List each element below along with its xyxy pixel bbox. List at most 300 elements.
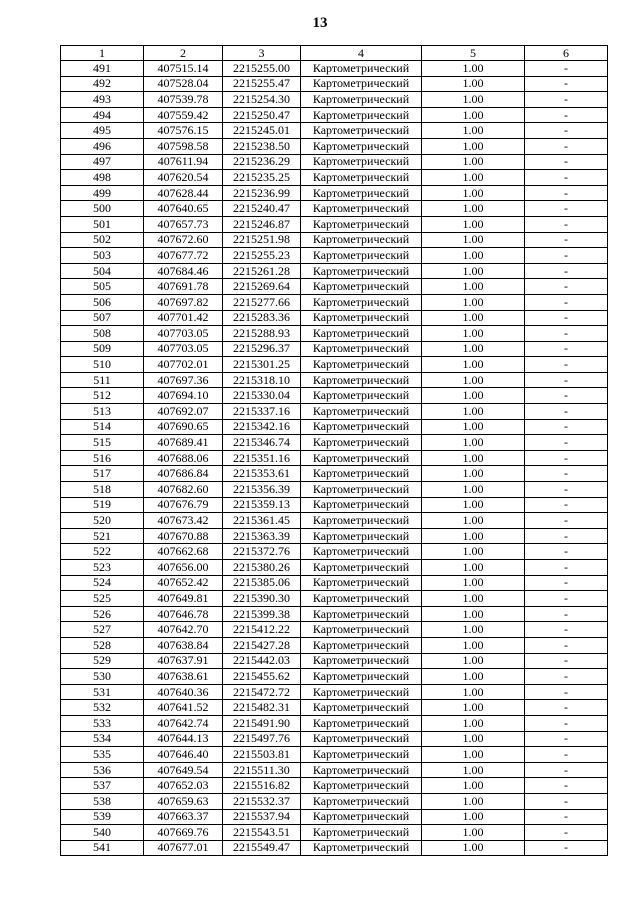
cell-note: - <box>525 544 608 560</box>
cell-note: - <box>525 107 608 123</box>
cell-accuracy: 1.00 <box>422 528 525 544</box>
table-row <box>61 326 608 342</box>
table-body <box>61 61 608 856</box>
cell-method: Картометрический <box>301 544 422 560</box>
cell-x-coordinate: 407515.14 <box>144 61 223 77</box>
cell-note: - <box>525 419 608 435</box>
cell-y-coordinate: 2215363.39 <box>223 528 301 544</box>
table-header-row <box>61 46 608 61</box>
table-row <box>61 138 608 154</box>
cell-note: - <box>525 61 608 77</box>
cell-accuracy: 1.00 <box>422 482 525 498</box>
table-row <box>61 466 608 482</box>
table-row <box>61 747 608 763</box>
cell-point-number: 528 <box>61 637 144 653</box>
cell-note: - <box>525 435 608 451</box>
table-row <box>61 793 608 809</box>
column-header-2: 2 <box>144 46 223 61</box>
table-row <box>61 341 608 357</box>
cell-y-coordinate: 2215472.72 <box>223 684 301 700</box>
cell-point-number: 534 <box>61 731 144 747</box>
cell-y-coordinate: 2215261.28 <box>223 263 301 279</box>
cell-y-coordinate: 2215337.16 <box>223 404 301 420</box>
cell-x-coordinate: 407649.54 <box>144 762 223 778</box>
cell-accuracy: 1.00 <box>422 92 525 108</box>
cell-point-number: 532 <box>61 700 144 716</box>
column-header-5: 5 <box>422 46 525 61</box>
cell-y-coordinate: 2215543.51 <box>223 825 301 841</box>
cell-x-coordinate: 407559.42 <box>144 107 223 123</box>
cell-note: - <box>525 513 608 529</box>
column-header-1: 1 <box>61 46 144 61</box>
cell-method: Картометрический <box>301 419 422 435</box>
table-row <box>61 388 608 404</box>
cell-method: Картометрический <box>301 92 422 108</box>
cell-y-coordinate: 2215255.00 <box>223 61 301 77</box>
cell-method: Картометрический <box>301 591 422 607</box>
column-header-3: 3 <box>223 46 301 61</box>
cell-y-coordinate: 2215532.37 <box>223 793 301 809</box>
cell-method: Картометрический <box>301 809 422 825</box>
cell-y-coordinate: 2215380.26 <box>223 560 301 576</box>
cell-accuracy: 1.00 <box>422 793 525 809</box>
cell-y-coordinate: 2215238.50 <box>223 138 301 154</box>
cell-point-number: 515 <box>61 435 144 451</box>
cell-point-number: 533 <box>61 715 144 731</box>
cell-y-coordinate: 2215399.38 <box>223 606 301 622</box>
cell-note: - <box>525 326 608 342</box>
cell-accuracy: 1.00 <box>422 310 525 326</box>
cell-accuracy: 1.00 <box>422 107 525 123</box>
cell-accuracy: 1.00 <box>422 185 525 201</box>
cell-method: Картометрический <box>301 482 422 498</box>
cell-point-number: 536 <box>61 762 144 778</box>
cell-x-coordinate: 407644.13 <box>144 731 223 747</box>
cell-note: - <box>525 232 608 248</box>
cell-note: - <box>525 747 608 763</box>
cell-note: - <box>525 809 608 825</box>
table-row <box>61 669 608 685</box>
cell-point-number: 495 <box>61 123 144 139</box>
table-row <box>61 201 608 217</box>
cell-y-coordinate: 2215255.47 <box>223 76 301 92</box>
table-row <box>61 653 608 669</box>
cell-point-number: 507 <box>61 310 144 326</box>
cell-y-coordinate: 2215301.25 <box>223 357 301 373</box>
cell-note: - <box>525 76 608 92</box>
cell-point-number: 504 <box>61 263 144 279</box>
cell-point-number: 493 <box>61 92 144 108</box>
cell-x-coordinate: 407677.01 <box>144 840 223 856</box>
cell-y-coordinate: 2215269.64 <box>223 279 301 295</box>
table-row <box>61 809 608 825</box>
cell-point-number: 509 <box>61 341 144 357</box>
cell-note: - <box>525 497 608 513</box>
cell-y-coordinate: 2215318.10 <box>223 372 301 388</box>
cell-x-coordinate: 407703.05 <box>144 341 223 357</box>
cell-y-coordinate: 2215245.01 <box>223 123 301 139</box>
cell-accuracy: 1.00 <box>422 61 525 77</box>
cell-note: - <box>525 341 608 357</box>
cell-note: - <box>525 778 608 794</box>
cell-method: Картометрический <box>301 294 422 310</box>
cell-accuracy: 1.00 <box>422 591 525 607</box>
cell-y-coordinate: 2215442.03 <box>223 653 301 669</box>
table-row <box>61 762 608 778</box>
cell-y-coordinate: 2215455.62 <box>223 669 301 685</box>
cell-accuracy: 1.00 <box>422 497 525 513</box>
table-row <box>61 263 608 279</box>
cell-accuracy: 1.00 <box>422 357 525 373</box>
cell-point-number: 514 <box>61 419 144 435</box>
cell-accuracy: 1.00 <box>422 450 525 466</box>
cell-method: Картометрический <box>301 123 422 139</box>
cell-method: Картометрический <box>301 762 422 778</box>
cell-x-coordinate: 407646.40 <box>144 747 223 763</box>
cell-accuracy: 1.00 <box>422 809 525 825</box>
cell-method: Картометрический <box>301 513 422 529</box>
cell-accuracy: 1.00 <box>422 294 525 310</box>
table-row <box>61 731 608 747</box>
cell-accuracy: 1.00 <box>422 684 525 700</box>
cell-note: - <box>525 404 608 420</box>
cell-accuracy: 1.00 <box>422 762 525 778</box>
cell-accuracy: 1.00 <box>422 232 525 248</box>
cell-accuracy: 1.00 <box>422 341 525 357</box>
cell-note: - <box>525 450 608 466</box>
cell-y-coordinate: 2215390.30 <box>223 591 301 607</box>
cell-point-number: 499 <box>61 185 144 201</box>
table-row <box>61 357 608 373</box>
cell-method: Картометрический <box>301 248 422 264</box>
cell-point-number: 503 <box>61 248 144 264</box>
cell-point-number: 513 <box>61 404 144 420</box>
cell-x-coordinate: 407640.65 <box>144 201 223 217</box>
cell-method: Картометрический <box>301 669 422 685</box>
cell-point-number: 535 <box>61 747 144 763</box>
cell-point-number: 517 <box>61 466 144 482</box>
cell-method: Картометрический <box>301 450 422 466</box>
cell-method: Картометрический <box>301 107 422 123</box>
cell-point-number: 539 <box>61 809 144 825</box>
table-row <box>61 700 608 716</box>
cell-method: Картометрический <box>301 279 422 295</box>
table-row <box>61 715 608 731</box>
cell-point-number: 522 <box>61 544 144 560</box>
table-row <box>61 76 608 92</box>
cell-y-coordinate: 2215427.28 <box>223 637 301 653</box>
cell-accuracy: 1.00 <box>422 404 525 420</box>
cell-y-coordinate: 2215482.31 <box>223 700 301 716</box>
cell-y-coordinate: 2215246.87 <box>223 216 301 232</box>
cell-x-coordinate: 407669.76 <box>144 825 223 841</box>
cell-x-coordinate: 407576.15 <box>144 123 223 139</box>
cell-x-coordinate: 407659.63 <box>144 793 223 809</box>
cell-method: Картометрический <box>301 341 422 357</box>
cell-accuracy: 1.00 <box>422 388 525 404</box>
table-row <box>61 170 608 186</box>
cell-note: - <box>525 793 608 809</box>
cell-x-coordinate: 407638.61 <box>144 669 223 685</box>
cell-x-coordinate: 407686.84 <box>144 466 223 482</box>
cell-point-number: 520 <box>61 513 144 529</box>
cell-method: Картометрический <box>301 310 422 326</box>
cell-method: Картометрический <box>301 684 422 700</box>
table-row <box>61 528 608 544</box>
cell-x-coordinate: 407638.84 <box>144 637 223 653</box>
cell-y-coordinate: 2215342.16 <box>223 419 301 435</box>
cell-note: - <box>525 669 608 685</box>
cell-note: - <box>525 591 608 607</box>
column-header-4: 4 <box>301 46 422 61</box>
cell-x-coordinate: 407703.05 <box>144 326 223 342</box>
cell-y-coordinate: 2215549.47 <box>223 840 301 856</box>
cell-point-number: 491 <box>61 61 144 77</box>
table-row <box>61 778 608 794</box>
cell-accuracy: 1.00 <box>422 372 525 388</box>
cell-accuracy: 1.00 <box>422 435 525 451</box>
cell-y-coordinate: 2215240.47 <box>223 201 301 217</box>
cell-point-number: 500 <box>61 201 144 217</box>
cell-method: Картометрический <box>301 201 422 217</box>
cell-method: Картометрический <box>301 326 422 342</box>
cell-x-coordinate: 407646.78 <box>144 606 223 622</box>
table-row <box>61 107 608 123</box>
cell-x-coordinate: 407670.88 <box>144 528 223 544</box>
cell-point-number: 508 <box>61 326 144 342</box>
table-row <box>61 248 608 264</box>
cell-y-coordinate: 2215359.13 <box>223 497 301 513</box>
cell-x-coordinate: 407677.72 <box>144 248 223 264</box>
cell-y-coordinate: 2215288.93 <box>223 326 301 342</box>
table-row <box>61 575 608 591</box>
table-row <box>61 419 608 435</box>
cell-y-coordinate: 2215330.04 <box>223 388 301 404</box>
cell-x-coordinate: 407672.60 <box>144 232 223 248</box>
cell-y-coordinate: 2215372.76 <box>223 544 301 560</box>
cell-point-number: 505 <box>61 279 144 295</box>
cell-point-number: 506 <box>61 294 144 310</box>
cell-x-coordinate: 407662.68 <box>144 544 223 560</box>
cell-point-number: 496 <box>61 138 144 154</box>
cell-method: Картометрический <box>301 747 422 763</box>
table-row <box>61 435 608 451</box>
cell-point-number: 523 <box>61 560 144 576</box>
cell-note: - <box>525 700 608 716</box>
cell-accuracy: 1.00 <box>422 263 525 279</box>
cell-y-coordinate: 2215497.76 <box>223 731 301 747</box>
cell-x-coordinate: 407652.03 <box>144 778 223 794</box>
cell-method: Картометрический <box>301 793 422 809</box>
table-row <box>61 513 608 529</box>
cell-x-coordinate: 407657.73 <box>144 216 223 232</box>
cell-y-coordinate: 2215511.30 <box>223 762 301 778</box>
cell-x-coordinate: 407637.91 <box>144 653 223 669</box>
page-number: 13 <box>312 15 328 31</box>
cell-point-number: 516 <box>61 450 144 466</box>
cell-accuracy: 1.00 <box>422 747 525 763</box>
cell-point-number: 501 <box>61 216 144 232</box>
table-row <box>61 825 608 841</box>
cell-point-number: 541 <box>61 840 144 856</box>
cell-note: - <box>525 170 608 186</box>
cell-x-coordinate: 407682.60 <box>144 482 223 498</box>
cell-note: - <box>525 466 608 482</box>
cell-note: - <box>525 310 608 326</box>
cell-accuracy: 1.00 <box>422 560 525 576</box>
cell-method: Картометрический <box>301 357 422 373</box>
cell-x-coordinate: 407642.70 <box>144 622 223 638</box>
cell-x-coordinate: 407673.42 <box>144 513 223 529</box>
cell-accuracy: 1.00 <box>422 201 525 217</box>
cell-accuracy: 1.00 <box>422 279 525 295</box>
cell-y-coordinate: 2215385.06 <box>223 575 301 591</box>
cell-point-number: 537 <box>61 778 144 794</box>
cell-method: Картометрический <box>301 61 422 77</box>
cell-method: Картометрический <box>301 653 422 669</box>
cell-x-coordinate: 407684.46 <box>144 263 223 279</box>
cell-point-number: 518 <box>61 482 144 498</box>
coordinates-table <box>60 45 608 856</box>
table-row <box>61 154 608 170</box>
cell-note: - <box>525 684 608 700</box>
cell-note: - <box>525 762 608 778</box>
cell-y-coordinate: 2215235.25 <box>223 170 301 186</box>
cell-note: - <box>525 622 608 638</box>
cell-accuracy: 1.00 <box>422 170 525 186</box>
cell-point-number: 512 <box>61 388 144 404</box>
cell-x-coordinate: 407702.01 <box>144 357 223 373</box>
cell-point-number: 511 <box>61 372 144 388</box>
cell-note: - <box>525 372 608 388</box>
cell-accuracy: 1.00 <box>422 544 525 560</box>
cell-method: Картометрический <box>301 216 422 232</box>
cell-y-coordinate: 2215254.30 <box>223 92 301 108</box>
cell-y-coordinate: 2215516.82 <box>223 778 301 794</box>
cell-accuracy: 1.00 <box>422 731 525 747</box>
cell-accuracy: 1.00 <box>422 513 525 529</box>
cell-note: - <box>525 715 608 731</box>
cell-point-number: 494 <box>61 107 144 123</box>
cell-note: - <box>525 92 608 108</box>
cell-method: Картометрический <box>301 715 422 731</box>
cell-note: - <box>525 653 608 669</box>
cell-note: - <box>525 731 608 747</box>
cell-method: Картометрический <box>301 637 422 653</box>
cell-method: Картометрический <box>301 606 422 622</box>
cell-point-number: 521 <box>61 528 144 544</box>
cell-point-number: 540 <box>61 825 144 841</box>
cell-point-number: 529 <box>61 653 144 669</box>
cell-method: Картометрический <box>301 778 422 794</box>
cell-method: Картометрический <box>301 497 422 513</box>
cell-note: - <box>525 560 608 576</box>
table-row <box>61 216 608 232</box>
cell-y-coordinate: 2215412.22 <box>223 622 301 638</box>
cell-y-coordinate: 2215296.37 <box>223 341 301 357</box>
cell-x-coordinate: 407697.36 <box>144 372 223 388</box>
cell-note: - <box>525 138 608 154</box>
cell-method: Картометрический <box>301 232 422 248</box>
cell-note: - <box>525 263 608 279</box>
cell-x-coordinate: 407628.44 <box>144 185 223 201</box>
cell-method: Картометрический <box>301 731 422 747</box>
cell-y-coordinate: 2215255.23 <box>223 248 301 264</box>
cell-x-coordinate: 407697.82 <box>144 294 223 310</box>
cell-point-number: 524 <box>61 575 144 591</box>
cell-point-number: 527 <box>61 622 144 638</box>
cell-accuracy: 1.00 <box>422 138 525 154</box>
cell-note: - <box>525 575 608 591</box>
cell-x-coordinate: 407620.54 <box>144 170 223 186</box>
cell-x-coordinate: 407691.78 <box>144 279 223 295</box>
cell-note: - <box>525 528 608 544</box>
table-row <box>61 482 608 498</box>
cell-point-number: 538 <box>61 793 144 809</box>
table-row <box>61 92 608 108</box>
cell-note: - <box>525 154 608 170</box>
cell-accuracy: 1.00 <box>422 419 525 435</box>
cell-accuracy: 1.00 <box>422 326 525 342</box>
cell-note: - <box>525 637 608 653</box>
cell-accuracy: 1.00 <box>422 637 525 653</box>
cell-method: Картометрический <box>301 388 422 404</box>
cell-method: Картометрический <box>301 404 422 420</box>
cell-note: - <box>525 357 608 373</box>
cell-x-coordinate: 407701.42 <box>144 310 223 326</box>
cell-x-coordinate: 407656.00 <box>144 560 223 576</box>
cell-x-coordinate: 407641.52 <box>144 700 223 716</box>
cell-method: Картометрический <box>301 560 422 576</box>
table-row <box>61 591 608 607</box>
cell-method: Картометрический <box>301 185 422 201</box>
table-row <box>61 450 608 466</box>
cell-accuracy: 1.00 <box>422 715 525 731</box>
cell-method: Картометрический <box>301 154 422 170</box>
cell-method: Картометрический <box>301 435 422 451</box>
cell-note: - <box>525 123 608 139</box>
cell-x-coordinate: 407642.74 <box>144 715 223 731</box>
cell-method: Картометрический <box>301 840 422 856</box>
cell-point-number: 497 <box>61 154 144 170</box>
cell-x-coordinate: 407649.81 <box>144 591 223 607</box>
cell-y-coordinate: 2215251.98 <box>223 232 301 248</box>
cell-y-coordinate: 2215353.61 <box>223 466 301 482</box>
cell-y-coordinate: 2215356.39 <box>223 482 301 498</box>
cell-note: - <box>525 294 608 310</box>
table-row <box>61 497 608 513</box>
cell-point-number: 530 <box>61 669 144 685</box>
cell-accuracy: 1.00 <box>422 606 525 622</box>
cell-note: - <box>525 279 608 295</box>
cell-y-coordinate: 2215236.29 <box>223 154 301 170</box>
cell-point-number: 531 <box>61 684 144 700</box>
cell-y-coordinate: 2215537.94 <box>223 809 301 825</box>
cell-accuracy: 1.00 <box>422 248 525 264</box>
cell-accuracy: 1.00 <box>422 653 525 669</box>
cell-method: Картометрический <box>301 622 422 638</box>
cell-note: - <box>525 248 608 264</box>
cell-note: - <box>525 201 608 217</box>
cell-method: Картометрический <box>301 575 422 591</box>
cell-y-coordinate: 2215250.47 <box>223 107 301 123</box>
cell-point-number: 519 <box>61 497 144 513</box>
cell-note: - <box>525 825 608 841</box>
cell-note: - <box>525 216 608 232</box>
cell-point-number: 502 <box>61 232 144 248</box>
table-row <box>61 560 608 576</box>
cell-note: - <box>525 840 608 856</box>
